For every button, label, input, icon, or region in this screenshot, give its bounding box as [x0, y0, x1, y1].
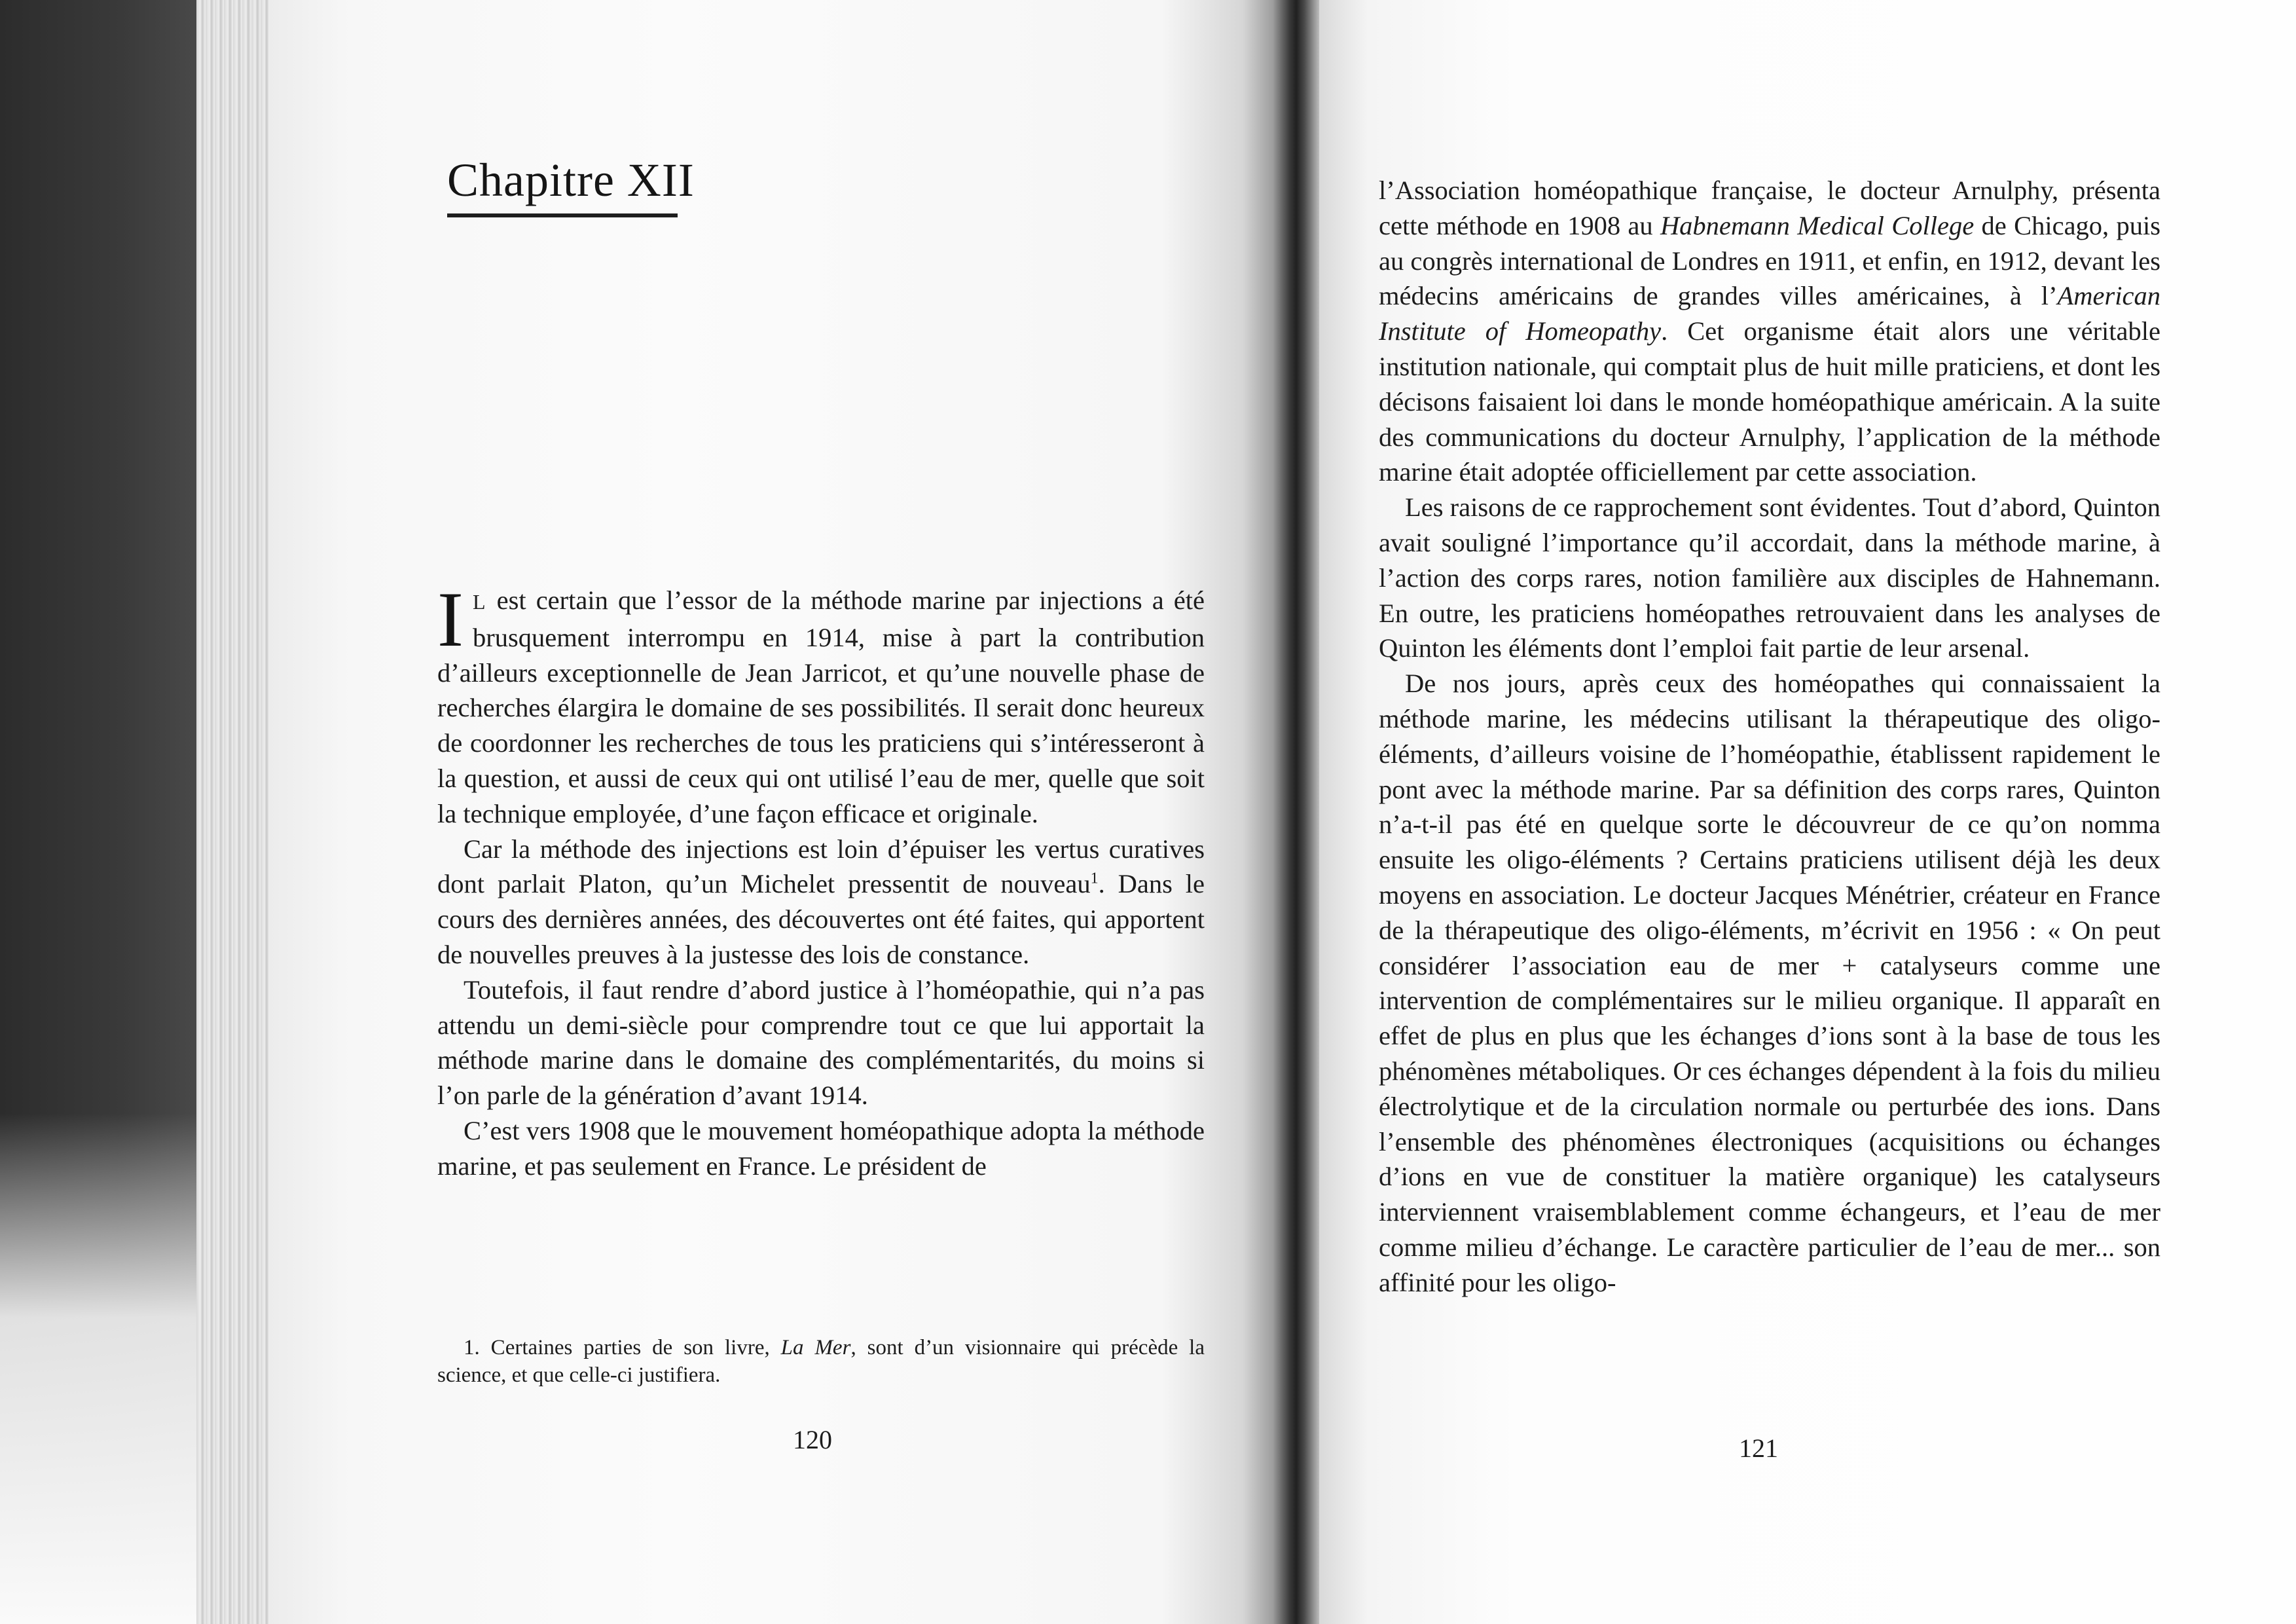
right-paragraph-1-text-c: . Cet organisme était alors une véritable institution nationale, qui comptait plus de huit mille praticiens, et dont les décisons faisaient loi dans le monde homéopathique américain. A la suite des communications du docteur Arnulphy, l’application de la méthode marine était adoptée officiellement par cette association.: [1379, 316, 2161, 487]
left-page-body: [437, 576, 1205, 1184]
book-gutter: [1273, 0, 1319, 1624]
page-number-right: 121: [1739, 1433, 1778, 1463]
chapter-title: Chapitre XII: [447, 154, 695, 206]
small-caps-lead: L: [472, 590, 487, 614]
chapter-title-underline: [447, 213, 678, 217]
left-paragraph-1-text: est certain que l’essor de la méthode marine par injections a été brusquement interrompu en 1914, mise à part la contribution d’ailleurs exceptionnelle de Jean Jarricot, et qu’une nouvelle phase de recherches élargira le domaine de ses possibilités. Il serait donc heureux de coordonner les recherches de tous les praticiens qui s’intéresseront à la question, et aussi de ceux qui ont utilisé l’eau de mer, quelle que soit la technique employée, d’une façon efficace et originale.: [437, 585, 1205, 828]
left-paragraph-4: C’est vers 1908 que le mouvement homéopathique adopta la méthode marine, et pas seulement en France. Le président de: [437, 1115, 1205, 1181]
left-paragraph-2: [437, 832, 1205, 972]
institute-name: American Institute of Homeopathy: [1379, 281, 2160, 346]
right-page-body: [1379, 173, 2160, 1301]
right-paragraph-1-text-a: l’Association homéopathique française, le docteur Arnulphy, présenta cette méthode en 1908 au: [1379, 175, 2160, 240]
college-name: Habnemann Medical College: [1660, 210, 1975, 240]
left-paragraph-2-text-a: Car la méthode des injections est loin d’épuiser les vertus curatives dont parlait Platon, qu’un Michelet pressentit de nouveau: [437, 834, 1205, 899]
left-paragraph-1: [437, 576, 1205, 832]
right-paragraph-2: Les raisons de ce rapprochement sont évidentes. Tout d’abord, Quinton avait souligné l’importance qu’il accordait, dans la méthode marine, à l’action des corps rares, notion familière aux disciples de Hahnemann. En outre, les praticiens homéopathes retrouvaient dans les analyses de Quinton les éléments dont l’emploi fait partie de leur arsenal.: [1379, 492, 2160, 663]
footnote: [437, 1334, 1205, 1389]
page-edges: [196, 0, 275, 1624]
right-paragraph-1-text-b: de Chicago, puis au congrès international de Londres en 1911, et enfin, en 1912, devant les médecins américains de grandes villes américaines, à l’: [1379, 210, 2161, 311]
right-paragraph-1: [1379, 173, 2160, 490]
drop-cap: I: [437, 576, 464, 663]
footnote-book-title: La Mer: [780, 1336, 851, 1359]
footnote-text-b: , sont d’un visionnaire qui précède la science, et que celle-ci justifiera.: [437, 1336, 1205, 1387]
footnote-reference: 1: [1090, 870, 1099, 887]
footnote-text-a: 1. Certaines parties de son livre,: [464, 1336, 781, 1359]
left-paragraph-3: Toutefois, il faut rendre d’abord justice à l’homéopathie, qui n’a pas attendu un demi-siècle pour comprendre tout ce que lui apportait la méthode marine dans le domaine des complémentarités, du moins si l’on parle de la génération d’avant 1914.: [437, 974, 1205, 1111]
page-number-left: 120: [793, 1425, 832, 1454]
left-paragraph-2-text-b: . Dans le cours des dernières années, des découvertes ont été faites, qui apportent de nouvelles preuves à la justesse des lois de constance.: [437, 869, 1205, 969]
right-paragraph-3: De nos jours, après ceux des homéopathes qui connaissaient la méthode marine, les médecins utilisant la thérapeutique des oligo-éléments, d’ailleurs voisine de l’homéopathie, établissent rapidement le pont avec la méthode marine. Par sa définition des corps rares, Quinton n’a-t-il pas été en quelque sorte le découvreur de ce qu’on nomma ensuite les oligo-éléments ? Certains praticiens utilisent déjà les deux moyens en association. Le docteur Jacques Ménétrier, créateur en France de la thérapeutique des oligo-éléments, m’écrivit en 1956 : « On peut considérer l’association eau de mer + catalyseurs comme une intervention de complémentaires sur le milieu organique. Il apparaît en effet de plus en plus que les échanges d’ions sont à la base de tous les phénomènes métaboliques. Or ces échanges dépendent à la fois du milieu électrolytique et de la circulation normale ou perturbée des ions. Dans l’ensemble des phénomènes électroniques (acquisitions ou échanges d’ions en vue de constituer la matière organique) les catalyseurs interviennent vraisemblablement comme échangeurs, et l’eau de mer comme milieu d’échange. Le caractère particulier de l’eau de mer... son affinité pour les oligo-: [1379, 669, 2160, 1297]
scanner-background-fade: [0, 1113, 203, 1624]
